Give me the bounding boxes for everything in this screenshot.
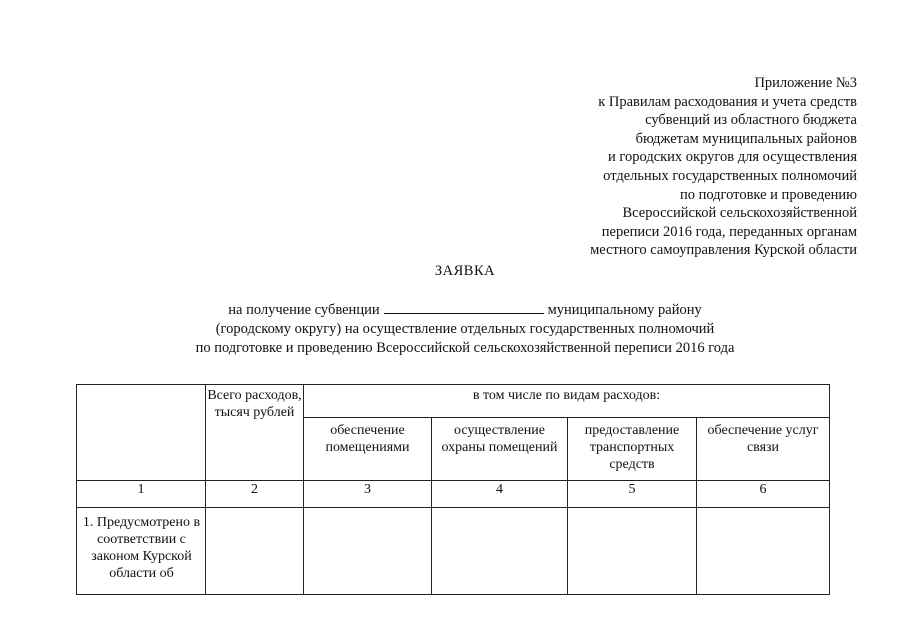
subtitle-line-1-end: муниципальному району bbox=[547, 302, 702, 318]
table-cell bbox=[206, 508, 304, 595]
table-cell bbox=[568, 508, 697, 595]
table-cell bbox=[304, 508, 432, 595]
subtitle-line-1 bbox=[0, 300, 905, 320]
column-number: 4 bbox=[432, 481, 568, 508]
blank-fill-line bbox=[384, 300, 544, 314]
header-communications: обеспечение услуг связи bbox=[697, 418, 830, 481]
header-security: осуществление охраны помещений bbox=[432, 418, 568, 481]
header-premises: обеспечение помещениями bbox=[304, 418, 432, 481]
subtitle-line-3: по подготовке и проведению Всероссийской сельскохозяйственной переписи 2016 года bbox=[195, 340, 735, 356]
appendix-header bbox=[477, 74, 857, 260]
appendix-line: местного самоуправления Курской области bbox=[590, 242, 857, 259]
document-title: ЗАЯВКА bbox=[434, 263, 496, 279]
header-transport: предоставление транспортных средств bbox=[568, 418, 697, 481]
table-cell bbox=[432, 508, 568, 595]
appendix-line: переписи 2016 года, переданных органам bbox=[601, 223, 857, 240]
column-number: 2 bbox=[206, 481, 304, 508]
header-total-expenses: Всего расходов, тысяч рублей bbox=[206, 385, 304, 481]
header-cell-label bbox=[77, 385, 206, 481]
request-table bbox=[76, 384, 830, 595]
appendix-line: к Правилам расходования и учета средств bbox=[598, 93, 857, 110]
appendix-line: по подготовке и проведению bbox=[679, 186, 857, 203]
appendix-line: субвенций из областного бюджета bbox=[645, 112, 857, 129]
column-number: 3 bbox=[304, 481, 432, 508]
appendix-line: отдельных государственных полномочий bbox=[603, 167, 857, 184]
appendix-line: Всероссийской сельскохозяйственной bbox=[622, 205, 857, 222]
column-number: 1 bbox=[77, 481, 206, 508]
subtitle-line-2: (городскому округу) на осуществление отдельных государственных полномочий bbox=[215, 321, 715, 337]
appendix-line: бюджетам муниципальных районов bbox=[635, 130, 857, 147]
table-cell bbox=[697, 508, 830, 595]
column-number: 6 bbox=[697, 481, 830, 508]
row-label: 1. Предусмотрено в соответствии с законом Курской области об bbox=[77, 508, 206, 595]
column-number: 5 bbox=[568, 481, 697, 508]
appendix-line: Приложение №3 bbox=[754, 75, 857, 91]
appendix-line: и городских округов для осуществления bbox=[608, 149, 857, 166]
subtitle-line-1-start: на получение субвенции bbox=[228, 302, 380, 318]
header-expense-types: в том числе по видам расходов: bbox=[304, 385, 830, 418]
document-subtitle bbox=[0, 300, 905, 358]
